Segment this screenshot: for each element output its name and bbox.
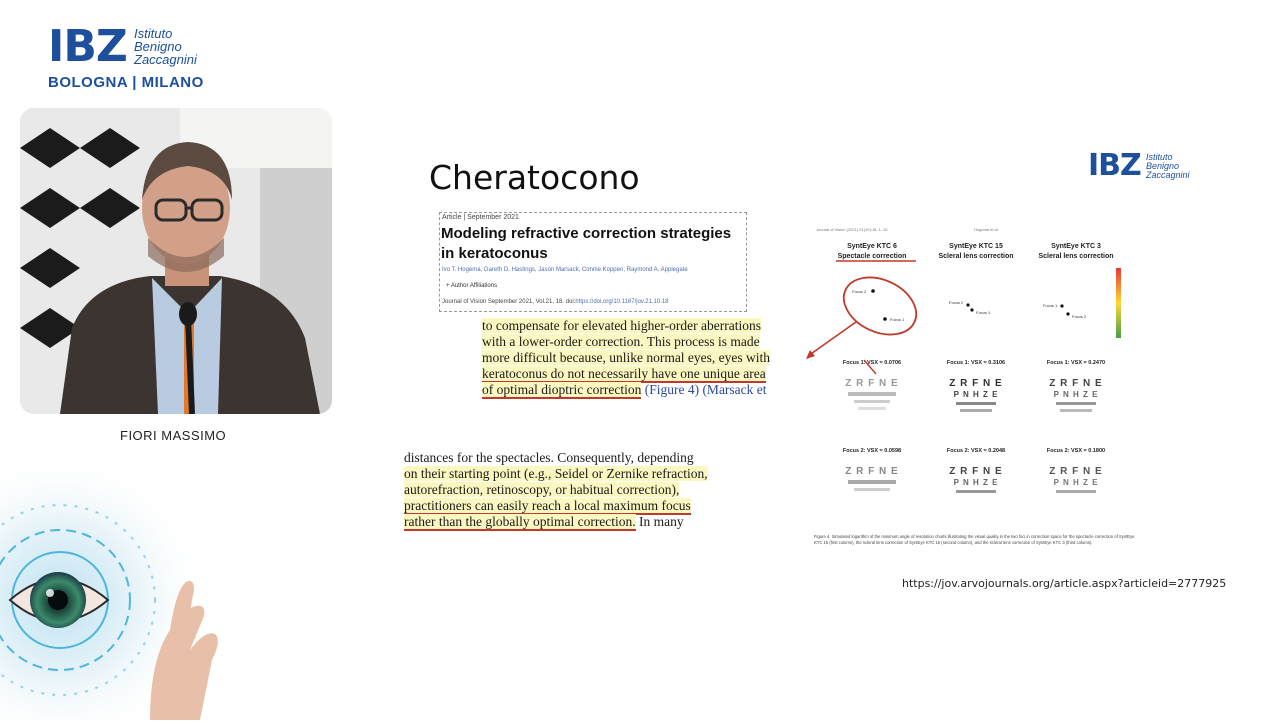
focus2-vsx: Focus 2: VSX = 0.1800 [1046, 448, 1106, 454]
quote-text: more difficult because, unlike normal eyes, eyes with [482, 350, 771, 365]
article-authors: Ivo T. Hogema, Gareth D. Hastings, Jason Marsack, Connie Koppen, Raymond A. Applegate [442, 267, 688, 273]
quote-line [482, 366, 802, 382]
quote-text: on their starting point (e.g., Seidel or Zernike refraction, [404, 466, 708, 481]
logo-small-name-line: Benigno [1146, 161, 1180, 171]
acuity-chart-blur [854, 400, 890, 403]
logo-small-mark: IBZ [1088, 148, 1141, 183]
acuity-chart-row: P N H Z E [1053, 478, 1099, 487]
quote-text-underlined: rather than the globally optimal correction. [404, 514, 636, 529]
logo-mark: IBZ [48, 21, 127, 72]
logo-small-name-line: Zaccagnini [1146, 170, 1190, 180]
focus-label: Focus 2 [852, 289, 867, 294]
logo-name-line: Benigno [134, 39, 182, 54]
acuity-chart-row: Z R F N E [1049, 466, 1103, 477]
column-title: SyntEye KTC 6 [847, 243, 897, 250]
column-title: SyntEye KTC 15 [949, 243, 1003, 250]
acuity-chart-blur [956, 490, 996, 493]
article-header-screenshot [439, 212, 747, 312]
source-url[interactable]: https://jov.arvojournals.org/article.aspx?articleid=2777925 [902, 577, 1227, 590]
annotation-ellipse [835, 266, 926, 345]
focus1-vsx: Focus 1: VSX = 0.3106 [946, 360, 1006, 366]
quote-line [482, 350, 802, 366]
focus-label: Focus 1 [1043, 303, 1058, 308]
acuity-chart-blur [956, 402, 996, 405]
logo-name-line: Zaccagnini [134, 52, 197, 67]
focus1-vsx: Focus 1: VSX = 0.2470 [1046, 360, 1106, 366]
column-title: SyntEye KTC 3 [1051, 243, 1101, 250]
slide-title: Cheratocono [429, 158, 640, 197]
acuity-chart-row: Z R F N E [949, 378, 1003, 389]
acuity-chart-row: P N H Z E [953, 390, 999, 399]
focus-point [966, 303, 969, 306]
quote-line [482, 334, 802, 350]
acuity-chart-blur [1056, 490, 1096, 493]
figure-header-right: Hogema et al. [974, 227, 999, 232]
focus-point [883, 317, 887, 321]
quote-excerpt-1 [482, 318, 802, 414]
speaker-video [20, 108, 332, 414]
annotation-arrow-line [808, 322, 856, 356]
quote-line [482, 382, 802, 398]
quote-text-underlined: practitioners can easily reach a local maximum focus [404, 498, 691, 513]
acuity-chart-blur [848, 392, 896, 396]
quote-reference: (Figure 4) (Marsack et [641, 382, 767, 397]
column-subtitle: Scleral lens correction [1038, 253, 1114, 260]
acuity-chart-row: Z R F N E [949, 466, 1003, 477]
focus-point [1060, 304, 1063, 307]
focus2-vsx: Focus 2: VSX = 0.2048 [946, 448, 1006, 454]
quote-text: with a lower-order correction. This process is made [482, 334, 760, 349]
focus-point [1066, 312, 1069, 315]
focus-label: Focus 1 [890, 317, 905, 322]
logo-small-name [1146, 153, 1190, 180]
column-subtitle: Spectacle correction [837, 253, 907, 260]
logo-name-line: Istituto [134, 26, 173, 41]
article-doi: https://doi.org/10.1167/jov.21.10.18 [575, 299, 669, 305]
logo-cities: BOLOGNA | MILANO [48, 74, 204, 91]
focus1-vsx: Focus 1: VSX = 0.0706 [842, 360, 902, 366]
quote-text-underlined: of optimal dioptric correction [482, 382, 642, 397]
article-meta: Article | September 2021 [442, 214, 519, 221]
focus-point [871, 289, 875, 293]
speaker-name: FIORI MASSIMO [120, 428, 227, 443]
acuity-chart-blur [858, 407, 886, 410]
acuity-chart-blur [960, 409, 992, 412]
article-journal [442, 299, 669, 305]
acuity-chart-row: Z R F N E [845, 466, 899, 477]
focus2-vsx: Focus 2: VSX = 0.0598 [842, 448, 902, 454]
acuity-chart-blur [854, 488, 890, 491]
quote-line [404, 466, 744, 482]
acuity-chart-row: P N H Z E [953, 478, 999, 487]
quote-line [404, 450, 744, 466]
logo-name [134, 27, 197, 66]
focus-label: Focus 1 [976, 310, 991, 315]
eye-technology-illustration [0, 450, 260, 720]
acuity-chart-blur [848, 480, 896, 484]
quote-line [482, 318, 802, 334]
acuity-chart-blur [1060, 409, 1092, 412]
quote-text: In many [635, 514, 684, 529]
acuity-chart-row: Z R F N E [845, 378, 899, 389]
ibz-logo-small [1088, 150, 1218, 190]
eye-hand-graphic [0, 450, 260, 720]
article-affiliations: + Author Affiliations [446, 283, 498, 289]
figure-header-left: Journal of Vision (2021) 21(10):18, 1–10 [816, 227, 888, 232]
speaker-video-frame [20, 108, 332, 414]
acuity-chart-row: P N H Z E [1053, 390, 1099, 399]
column-subtitle: Scleral lens correction [938, 253, 1014, 260]
focus-point [970, 308, 973, 311]
figure-caption-box [814, 534, 1144, 562]
quote-text: to compensate for elevated higher-order aberrations [482, 318, 761, 333]
article-title: Modeling refractive correction strategies in keratoconus [441, 225, 732, 262]
article-journal-text: Journal of Vision September 2021, Vol.21, 18. doi: [442, 299, 576, 305]
focus-label: Focus 2 [949, 300, 964, 305]
color-scale-bar [1116, 268, 1121, 338]
quote-excerpt-2 [404, 450, 744, 532]
quote-text: autorefraction, retinoscopy, or habitual correction), [404, 482, 680, 497]
figure-4 [806, 222, 1146, 562]
quote-line [404, 514, 744, 530]
focus-label: Focus 2 [1072, 314, 1087, 319]
figure-4-graphic [806, 222, 1146, 562]
figure-caption: Figure 4. Simulated logarithm of the minimum angle of resolution charts illustrating the visual quality in the two foci in correction space for the spectacle correction of SyntEye KTC 15 (first column), the scleral lens correction of SyntEye KTC 15 (second column), and the scleral lens correction of SyntEye KTC 3 (third column). [814, 534, 1135, 545]
acuity-chart-row: Z R F N E [1049, 378, 1103, 389]
quote-line [404, 482, 744, 498]
logo-small-name-line: Istituto [1146, 152, 1173, 162]
ibz-logo [48, 21, 228, 94]
quote-text: distances for the spectacles. Consequently, depending [404, 450, 694, 465]
quote-text-underlined: keratoconus do not necessarily have one unique area [482, 366, 766, 381]
acuity-chart-blur [1056, 402, 1096, 405]
quote-line [404, 498, 744, 514]
